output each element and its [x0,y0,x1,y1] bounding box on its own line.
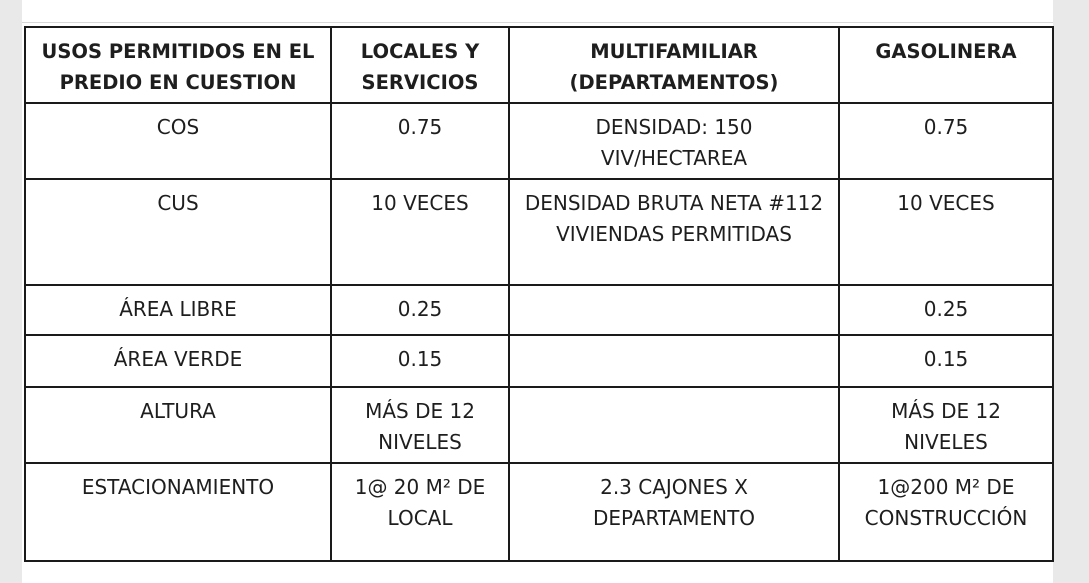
row-label: ÁREA LIBRE [25,285,331,335]
table-cell: 1@ 20 M² DE LOCAL [331,463,509,561]
page-top-strip [22,0,1053,23]
header-cell-local-services: LOCALES Y SERVICIOS [331,27,509,103]
table-cell [509,335,839,387]
table-cell: 0.15 [839,335,1053,387]
table-cell: 0.75 [331,103,509,179]
table-cell: 0.25 [839,285,1053,335]
table-row [25,285,1053,335]
table-cell: DENSIDAD BRUTA NETA #112 VIVIENDAS PERMITIDAS [509,179,839,285]
header-cell-multifamily: MULTIFAMILIAR (DEPARTAMENTOS) [509,27,839,103]
table-cell: MÁS DE 12 NIVELES [839,387,1053,463]
row-label: ALTURA [25,387,331,463]
land-use-table [24,26,1054,562]
header-cell-gas-station: GASOLINERA [839,27,1053,103]
table-row [25,387,1053,463]
table-cell: 0.15 [331,335,509,387]
row-label: ÁREA VERDE [25,335,331,387]
table-cell: 10 VECES [331,179,509,285]
table-cell [509,285,839,335]
table-cell [509,387,839,463]
row-label: ESTACIONAMIENTO [25,463,331,561]
table-row [25,179,1053,285]
table-row [25,463,1053,561]
table-cell: 0.25 [331,285,509,335]
row-label: CUS [25,179,331,285]
table-cell: 2.3 CAJONES X DEPARTAMENTO [509,463,839,561]
table-row [25,335,1053,387]
table-row [25,103,1053,179]
header-cell-uses: USOS PERMITIDOS EN EL PREDIO EN CUESTION [25,27,331,103]
table-cell: MÁS DE 12 NIVELES [331,387,509,463]
row-label: COS [25,103,331,179]
header-row [25,27,1053,103]
table-cell: 10 VECES [839,179,1053,285]
table-cell: 0.75 [839,103,1053,179]
table-cell: 1@200 M² DE CONSTRUCCIÓN [839,463,1053,561]
table-cell: DENSIDAD: 150 VIV/HECTAREA [509,103,839,179]
